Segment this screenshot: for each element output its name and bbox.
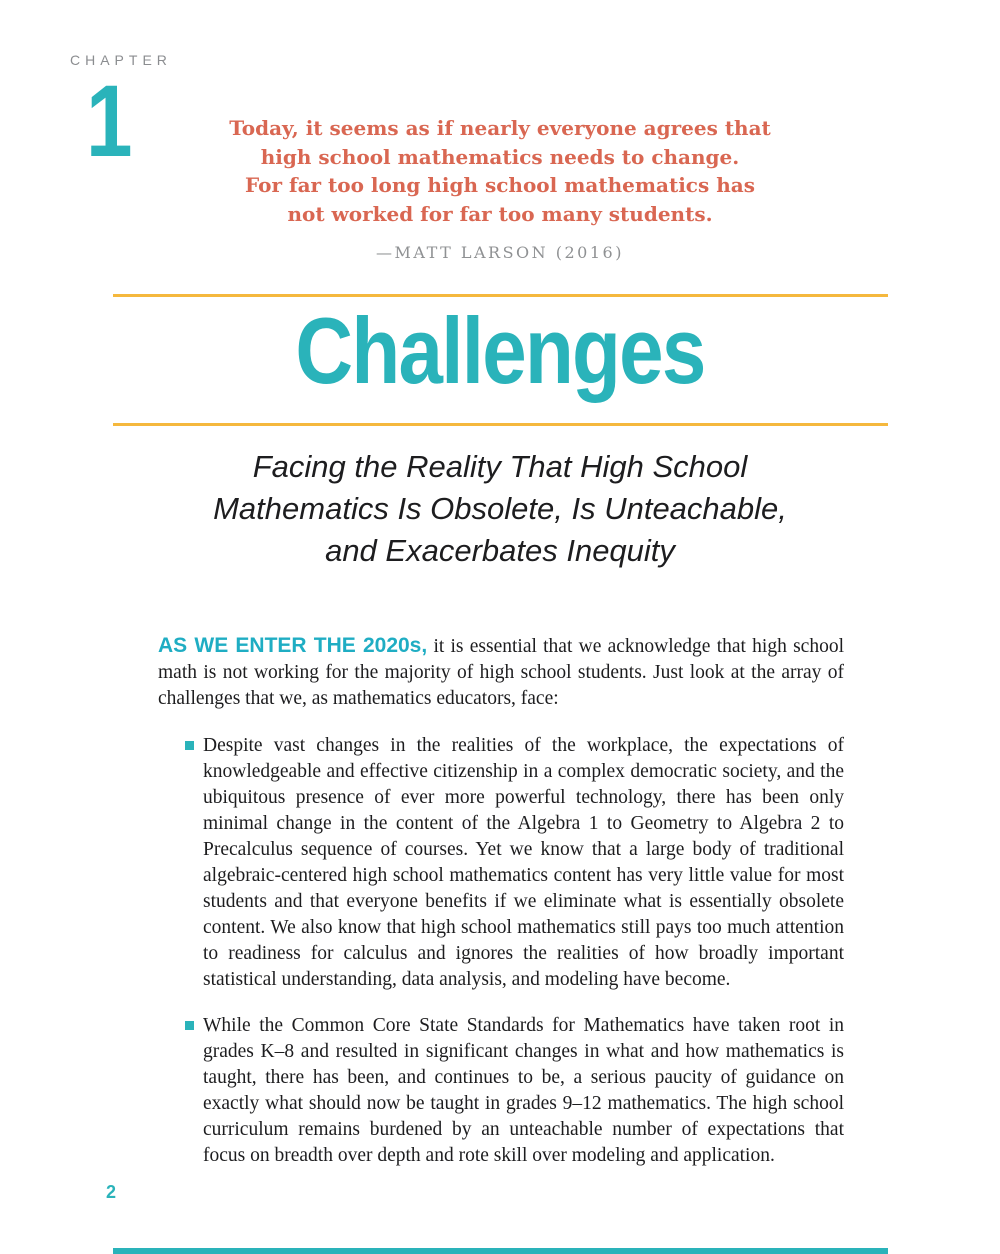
challenges-bullet-list <box>158 733 844 1169</box>
body-text-block <box>158 633 844 1189</box>
epigraph-line: high school mathematics needs to change. <box>260 144 740 169</box>
epigraph-quote <box>0 114 1000 228</box>
bullet-square-icon <box>185 741 194 750</box>
epigraph-line: For far too long high school mathematics has <box>245 173 755 197</box>
chapter-title: Challenges <box>295 298 705 403</box>
bullet-text: While the Common Core State Standards for Mathematics have taken root in grades K–8 and resulted in significant changes in what and how mathematics is taught, there has been, and continues to be, a serious paucity of guidance on exactly what should now be taught in grades 9–12 mathematics. The high school curriculum remains burdened by an unteachable number of expectations that focus on breadth over depth and rote skill over modeling and application. <box>203 1015 844 1166</box>
subtitle-line: and Exacerbates Inequity <box>325 533 675 568</box>
chapter-subtitle <box>0 446 1000 572</box>
epigraph-line: not worked for far too many students. <box>287 201 713 226</box>
divider-rule-bottom <box>113 423 888 426</box>
page-number: 2 <box>106 1182 117 1202</box>
divider-rule-top <box>113 294 888 297</box>
bullet-item <box>158 1013 844 1169</box>
bullet-item <box>158 733 844 993</box>
chapter-label: CHAPTER <box>70 52 172 68</box>
intro-paragraph <box>158 633 844 712</box>
lead-in-text: AS WE ENTER THE 2020s, <box>158 634 428 657</box>
subtitle-line: Mathematics Is Obsolete, Is Unteachable, <box>213 491 787 526</box>
footer-accent-bar <box>113 1248 888 1254</box>
bullet-square-icon <box>185 1021 194 1030</box>
epigraph-attribution: —MATT LARSON (2016) <box>376 243 624 262</box>
bullet-text: Despite vast changes in the realities of the workplace, the expectations of knowledgeable and effective citizenship in a complex democratic society, and the ubiquitous presence of ever more powerful technology, there has been only minimal change in the content of the Algebra 1 to Geometry to Algebra 2 to Precalculus sequence of courses. Yet we know that a large body of traditional algebraic-centered high school mathematics content has very little value for most students and that everyone benefits if we eliminate what is essentially obsolete content. We also know that high school mathematics still pays too much attention to readiness for calculus and ignores the realities of how broadly important statistical understanding, data analysis, and modeling have become. <box>203 735 844 990</box>
intro-text: it is essential that we acknowledge that high school math is not working for the majority of high school students. Just look at the array of challenges that we, as mathematics educators, face: <box>158 636 844 709</box>
epigraph-line: Today, it seems as if nearly everyone agrees that <box>229 116 771 140</box>
subtitle-line: Facing the Reality That High School <box>252 449 748 484</box>
chapter-number: 1 <box>86 64 133 178</box>
